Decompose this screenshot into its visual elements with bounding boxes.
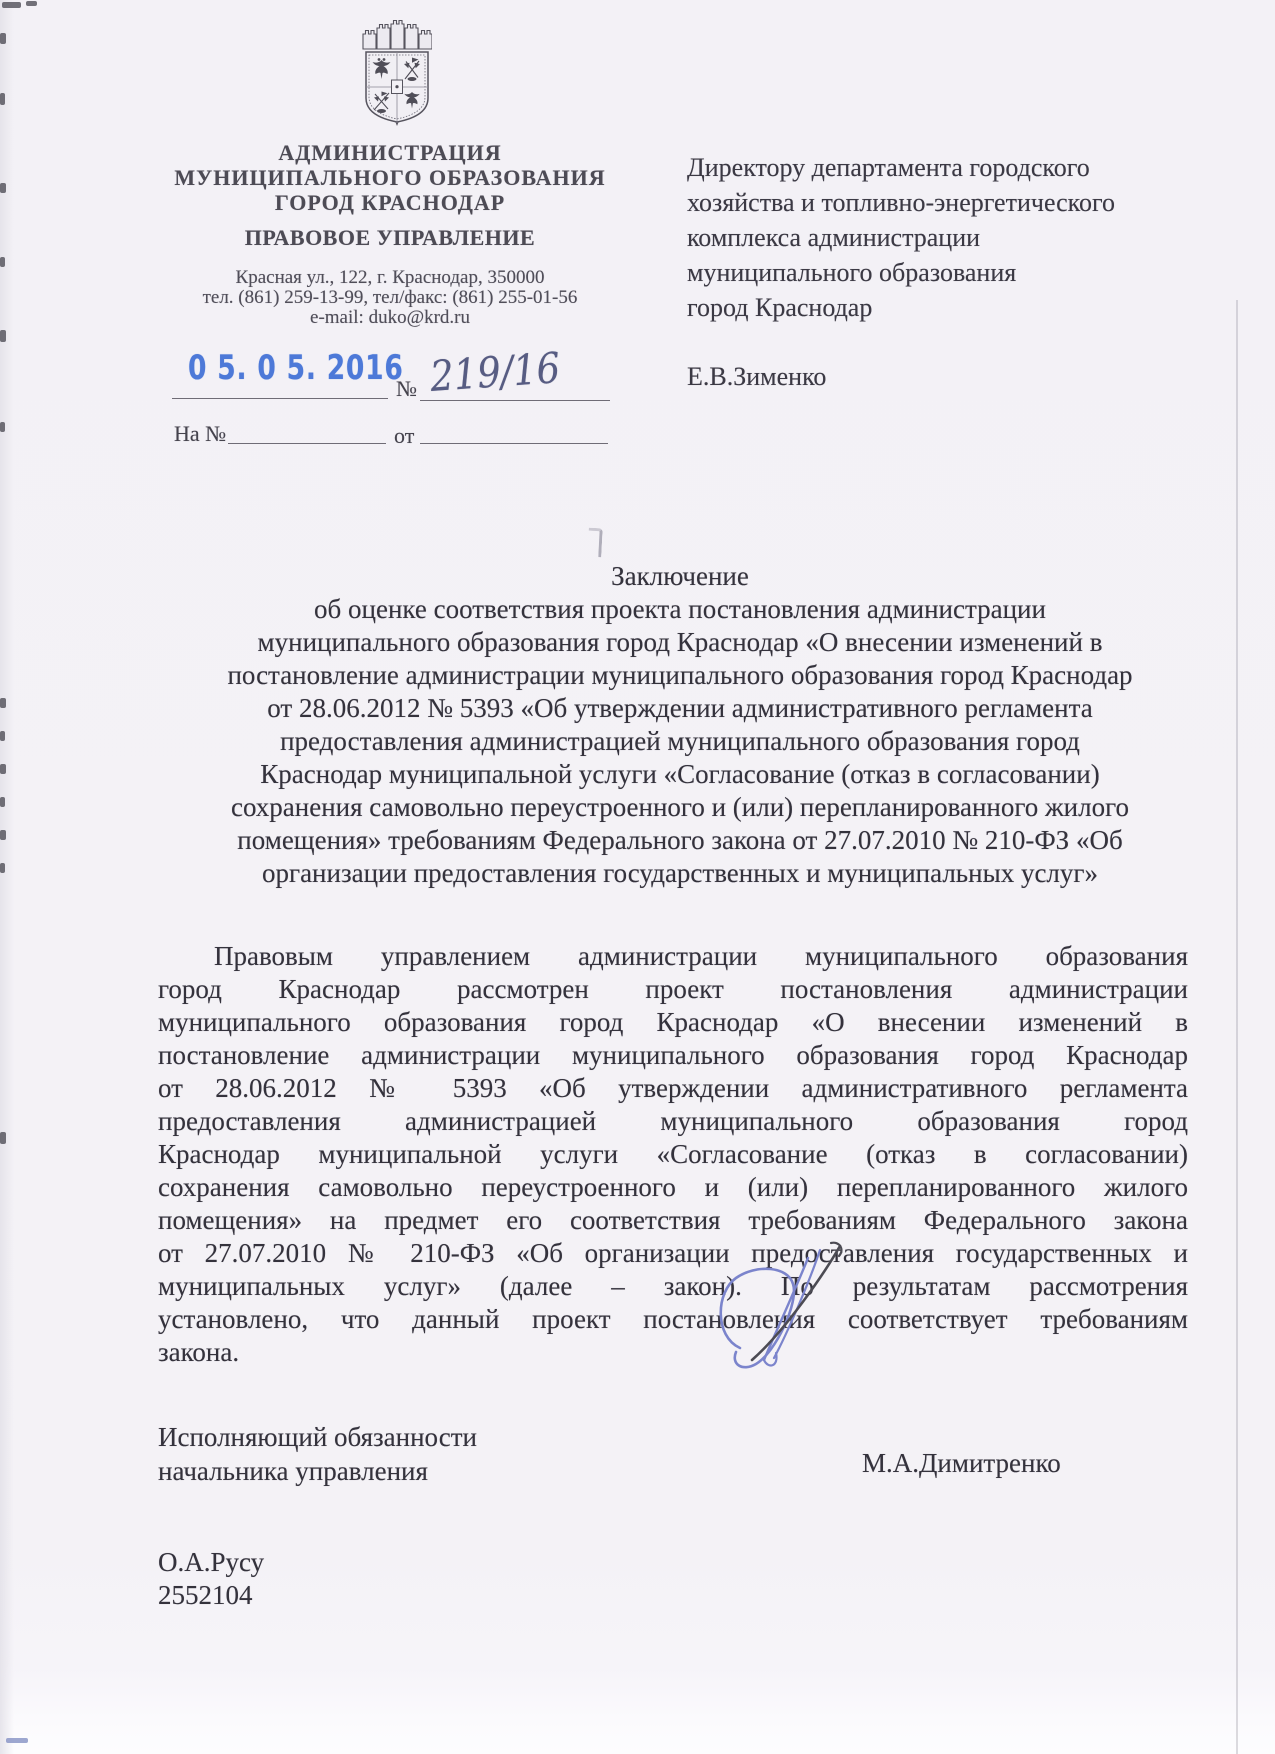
- scan-artifact: [6, 1738, 28, 1743]
- conclusion-title-line: организации предоставления государственных и муниципальных услуг»: [262, 858, 1098, 888]
- department-name: ПРАВОВОЕ УПРАВЛЕНИЕ: [244, 225, 536, 250]
- body-line: постановление администрации муниципального образования город Краснодар: [158, 1040, 1188, 1070]
- scan-artifact: [0, 257, 5, 267]
- conclusion-title-line: помещения» требованиям Федерального закона от 27.07.2010 № 210-ФЗ «Об: [237, 825, 1123, 855]
- krasnodar-coat-of-arms-icon: [362, 20, 432, 126]
- number-line: [420, 400, 610, 401]
- date-stamp: 0 5. 0 5. 2016: [188, 348, 404, 388]
- org-address-line: Красная ул., 122, г. Краснодар, 350000: [235, 267, 545, 288]
- scan-artifact: [0, 764, 6, 774]
- executor-phone: 2552104: [158, 1580, 253, 1610]
- conclusion-title-line: муниципального образования город Краснодар «О внесении изменений в: [257, 627, 1103, 657]
- scan-artifact: [0, 863, 5, 873]
- scan-artifact: [0, 93, 5, 105]
- reply-number-label: На №: [174, 421, 227, 446]
- scan-artifact: [0, 830, 6, 840]
- addressee-line: комплекса администрации: [687, 223, 981, 252]
- scan-artifact: [26, 1, 37, 6]
- org-name-line-2: МУНИЦИПАЛЬНОГО ОБРАЗОВАНИЯ: [174, 165, 606, 190]
- org-name-line-3: ГОРОД КРАСНОДАР: [274, 190, 506, 215]
- addressee-line: Директору департамента городского: [687, 153, 1090, 182]
- conclusion-title: Заключение: [611, 561, 749, 591]
- body-line: закона.: [158, 1337, 240, 1367]
- scan-artifact: [0, 1132, 6, 1144]
- scan-artifact: [0, 698, 6, 708]
- scan-artifact: [0, 33, 6, 44]
- body-line: помещения» на предмет его соответствия требованиям Федерального закона: [158, 1205, 1188, 1235]
- body-line: Краснодар муниципальной услуги «Согласование (отказ в согласовании): [158, 1139, 1188, 1169]
- org-phone-line: тел. (861) 259-13-99, тел/факс: (861) 255-01-56: [202, 287, 578, 308]
- document-number-handwritten: 219/16: [428, 343, 562, 401]
- addressee-line: хозяйства и топливно-энергетического: [687, 188, 1115, 217]
- reply-date-line: [420, 443, 608, 444]
- addressee-line: муниципального образования: [687, 258, 1017, 287]
- scan-artifact: [0, 797, 5, 807]
- reply-date-label: от: [394, 423, 415, 448]
- conclusion-title-line: от 28.06.2012 № 5393 «Об утверждении административного регламента: [267, 693, 1093, 723]
- signature-scribble: [712, 1240, 872, 1375]
- reply-number-line: [228, 443, 386, 444]
- body-line: город Краснодар рассмотрен проект постановления администрации: [158, 974, 1188, 1004]
- conclusion-title-line: об оценке соответствия проекта постановления администрации: [314, 594, 1046, 624]
- addressee-line: город Краснодар: [687, 293, 873, 322]
- scan-artifact: [0, 183, 6, 193]
- body-line: установлено, что данный проект постановления соответствует требованиям: [158, 1304, 1188, 1334]
- signer-role-line: начальника управления: [158, 1456, 428, 1486]
- addressee-name: Е.В.Зименко: [687, 362, 827, 391]
- signer-name: М.А.Димитренко: [862, 1448, 1061, 1478]
- body-line: сохранения самовольно переустроенного и (или) перепланированного жилого: [158, 1172, 1188, 1202]
- number-label: №: [396, 376, 417, 401]
- scan-artifact: [2, 2, 21, 8]
- scan-artifact: [1236, 300, 1238, 1754]
- body-line: от 28.06.2012 № 5393 «Об утверждении административного регламента: [158, 1073, 1188, 1103]
- scan-artifact: [0, 731, 5, 741]
- org-name-line-1: АДМИНИСТРАЦИЯ: [278, 140, 502, 165]
- body-line: предоставления администрацией муниципального образования город: [158, 1106, 1188, 1136]
- conclusion-title-line: постановление администрации муниципального образования город Краснодар: [227, 660, 1133, 690]
- scan-artifact: [0, 330, 6, 342]
- pen-mark: [587, 528, 602, 558]
- date-line: [172, 398, 388, 399]
- body-line: муниципальных услуг» (далее – закон). По результатам рассмотрения: [158, 1271, 1188, 1301]
- conclusion-title-line: предоставления администрацией муниципального образования город: [280, 726, 1080, 756]
- conclusion-title-line: сохранения самовольно переустроенного и (или) перепланированного жилого: [230, 792, 1130, 822]
- conclusion-title-line: Краснодар муниципальной услуги «Согласование (отказ в согласовании): [260, 759, 1100, 789]
- org-email-line: e-mail: duko@krd.ru: [310, 307, 470, 328]
- scan-artifact: [0, 422, 5, 432]
- signer-role-line: Исполняющий обязанности: [158, 1422, 477, 1452]
- body-line: от 27.07.2010 № 210-ФЗ «Об организации предоставления государственных и: [158, 1238, 1188, 1268]
- body-line: Правовым управлением администрации муниципального образования: [214, 941, 1188, 971]
- body-line: муниципального образования город Краснодар «О внесении изменений в: [158, 1007, 1188, 1037]
- executor-name: О.А.Русу: [158, 1547, 265, 1577]
